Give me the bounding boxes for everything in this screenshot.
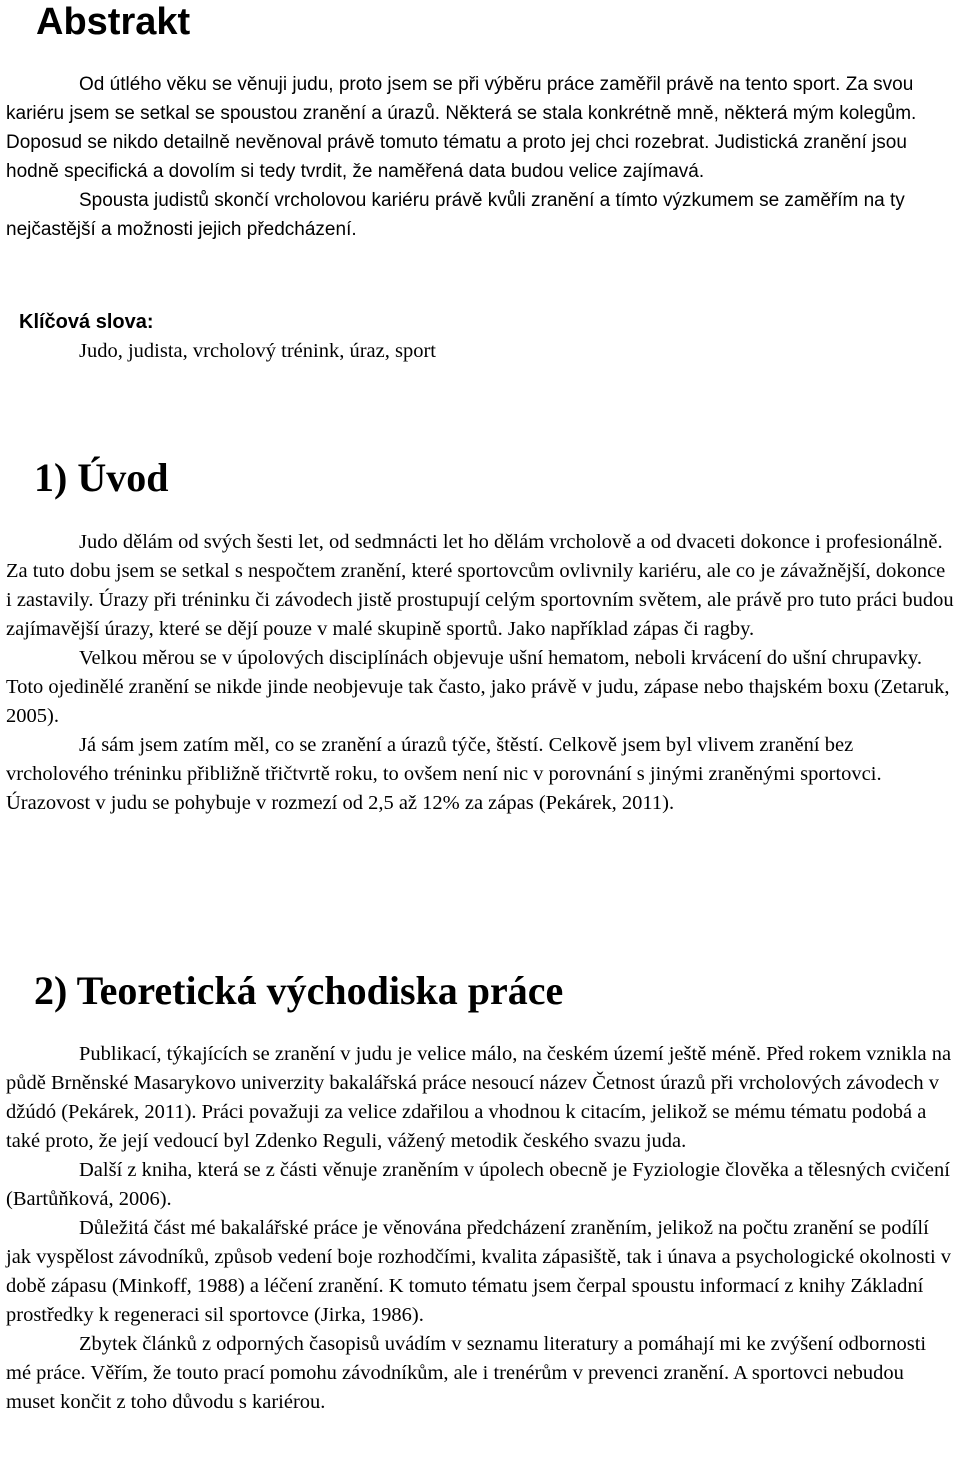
abstract-heading: Abstrakt: [36, 1, 191, 43]
theory-section: [6, 1040, 954, 1417]
keywords-list: Judo, judista, vrcholový trénink, úraz, sport: [79, 340, 436, 362]
intro-paragraph-2: Velkou měrou se v úpolových disciplínách objevuje ušní hematom, neboli krvácení do ušní chrupavky. Toto ojedinělé zranění se nikde jinde neobjevuje tak často, jako právě v judu, zápase nebo thajském boxu (Zetaruk, 2005).: [6, 647, 950, 727]
intro-heading: 1) Úvod: [34, 455, 169, 500]
keywords-label: Klíčová slova:: [19, 311, 154, 333]
theory-paragraph-4: Zbytek článků z odporných časopisů uvádím v seznamu literatury a pomáhají mi ke zvýšení odbornosti mé práce. Věřím, že touto prací pomohu závodníkům, ale i trenérům v prevenci zranění. A sportovci nebudou muset končit z toho důvodu s kariérou.: [6, 1333, 927, 1413]
intro-section: [6, 528, 954, 818]
theory-paragraph-3: Důležitá část mé bakalářské práce je věnována předcházení zraněním, jelikož na počtu zranění se podílí jak vyspělost závodníků, způsob vedení boje rozhodčími, kvalita zápasiště, tak i únava a psychologické okolnosti v době zápasu (Minkoff, 1988) a léčení zranění. K tomuto tématu jsem čerpal spoustu informací z knihy Základní prostředky k regeneraci sil sportovce (Jirka, 1986).: [6, 1217, 952, 1326]
theory-heading: 2) Teoretická východiska práce: [34, 968, 564, 1013]
abstract-paragraph-1: Od útlého věku se věnuji judu, proto jsem se při výběru práce zaměřil právě na tento sport. Za svou kariéru jsem se setkal se spoustou zranění a úrazů. Některá se stala konkrétně mně, některá mým kolegům. Doposud se nikdo detailně nevěnoval právě tomuto tématu a proto jej chci rozebrat. Judistická zranění jsou hodně specifická a dovolím si tedy tvrdit, že naměřená data budou velice zajímavá.: [6, 74, 917, 182]
theory-paragraph-2: Další z kniha, která se z části věnuje zraněním v úpolech obecně je Fyziologie člověka a tělesných cvičení (Bartůňková, 2006).: [6, 1159, 950, 1210]
abstract-section: [6, 70, 954, 244]
theory-paragraph-1: Publikací, týkajících se zranění v judu je velice málo, na českém území ještě méně. Před rokem vznikla na půdě Brněnské Masarykovo univerzity bakalářská práce nesoucí název Četnost úrazů při vrcholových závodech v džúdó (Pekárek, 2011). Práci považuji za velice zdařilou a vhodnou k citacím, jelikož se mému tématu podobá a také proto, že její vedoucí byl Zdenko Reguli, vážený metodik českého svazu juda.: [6, 1043, 952, 1152]
intro-paragraph-1: Judo dělám od svých šesti let, od sedmnácti let ho dělám vrcholově a od dvaceti dokonce i profesionálně. Za tuto dobu jsem se setkal s nespočtem zranění, které sportovcům ovlivnily kariéru, ale co je závažnější, dokonce i zastavily. Úrazy při tréninku či závodech jistě prostupují celým sportovním světem, ale právě pro tuto práci budou zajímavější úrazy, které se dějí pouze v malé skupině sportů. Jako například zápas či ragby.: [6, 531, 954, 640]
intro-paragraph-3: Já sám jsem zatím měl, co se zranění a úrazů týče, štěstí. Celkově jsem byl vlivem zranění bez vrcholového tréninku přibližně třičtvrtě roku, to ovšem není nic v porovnání s jinými zraněnými sportovci. Úrazovost v judu se pohybuje v rozmezí od 2,5 až 12% za zápas (Pekárek, 2011).: [6, 734, 882, 814]
abstract-paragraph-2: Spousta judistů skončí vrcholovou kariéru právě kvůli zranění a tímto výzkumem se zaměřím na ty nejčastější a možnosti jejich předcházení.: [6, 190, 905, 240]
